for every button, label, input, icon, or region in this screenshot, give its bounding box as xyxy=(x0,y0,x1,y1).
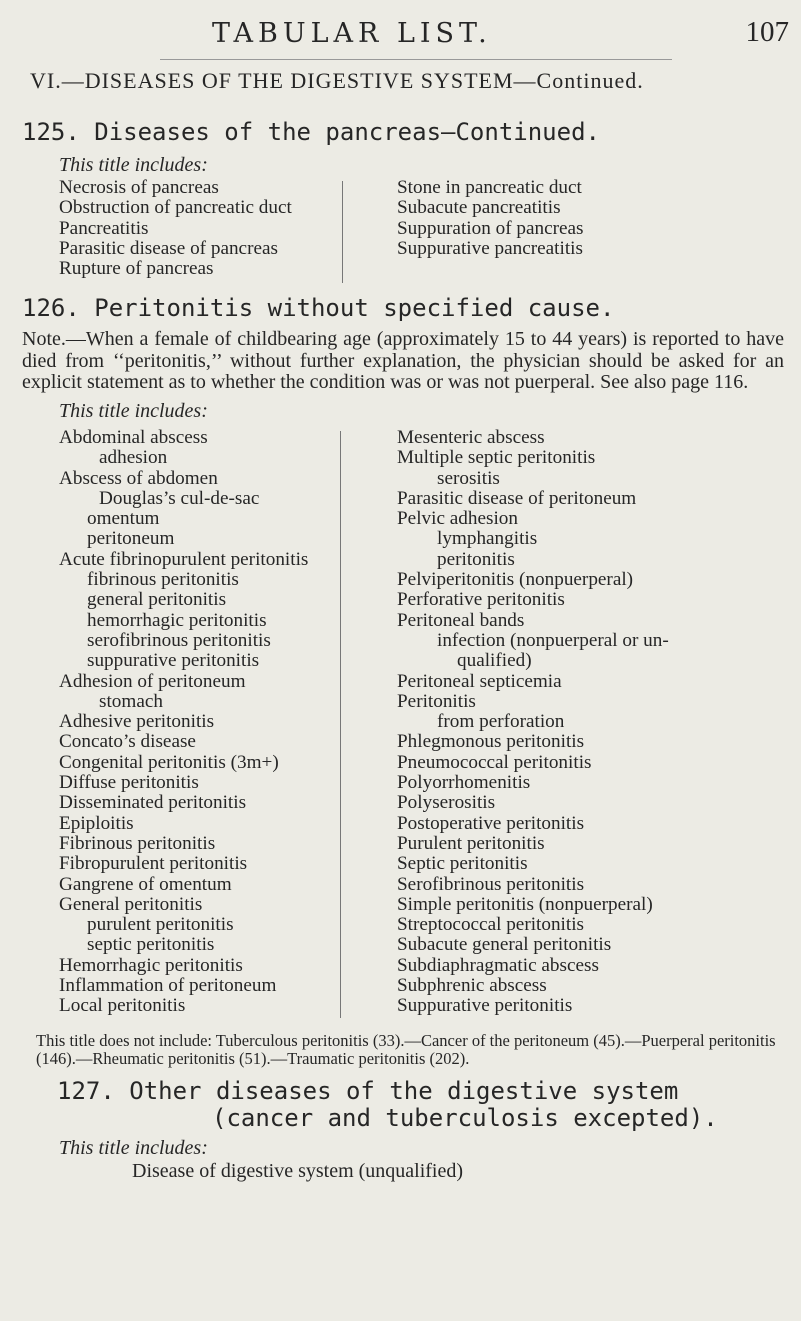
list-item: Postoperative peritonitis xyxy=(397,812,585,834)
list-item: Simple peritonitis (nonpuerperal) xyxy=(397,893,653,915)
list-item: Fibropurulent peritonitis xyxy=(59,853,248,875)
excludes-126: This title does not include: Tuberculous peritonitis (33).—Cancer of the peritoneum (45).—Puerperal peritonitis (146).—Rheumatic peritonitis (51).—Traumatic peritonitis (202). xyxy=(36,1031,776,1068)
list-item: Disseminated peritonitis xyxy=(59,792,247,814)
list-item: Peritonitis xyxy=(397,690,476,712)
list-item: Adhesive peritonitis xyxy=(59,711,215,733)
list-item: Douglas’s cul-de-sac xyxy=(99,487,260,509)
heading-126: 126. Peritonitis without specified cause. xyxy=(22,294,615,322)
list-item: Purulent peritonitis xyxy=(397,832,545,854)
intro-127: This title includes: xyxy=(59,1137,208,1159)
list-item: Adhesion of peritoneum xyxy=(59,670,246,692)
list-item: Gangrene of omentum xyxy=(59,873,232,895)
list-item: Congenital peritonitis (3m+) xyxy=(59,751,279,773)
list-item: omentum xyxy=(87,508,160,530)
list-item: Fibrinous peritonitis xyxy=(59,832,216,854)
list-item: from perforation xyxy=(437,711,565,733)
list-item: Epiploitis xyxy=(59,812,134,834)
list-item: Polyorrhomenitis xyxy=(397,772,531,794)
list-item: peritonitis xyxy=(437,548,515,570)
list-item: lymphangitis xyxy=(437,528,538,550)
list-item: Septic peritonitis xyxy=(397,853,528,875)
list-item: suppurative peritonitis xyxy=(87,650,260,672)
list-item: Multiple septic peritonitis xyxy=(397,447,596,469)
list-item: Rupture of pancreas xyxy=(59,258,214,280)
list-item: septic peritonitis xyxy=(87,934,215,956)
list-item: Acute fibrinopurulent peritonitis xyxy=(59,548,309,570)
list-item: Stone in pancreatic duct xyxy=(397,177,582,198)
list-item: General peritonitis xyxy=(59,893,203,915)
list-125-left xyxy=(59,178,292,279)
column-divider xyxy=(342,181,343,283)
section-title: VI.—DISEASES OF THE DIGESTIVE SYSTEM—Continued. xyxy=(30,68,644,93)
list-item: Subacute general peritonitis xyxy=(397,934,612,956)
list-item: Serofibrinous peritonitis xyxy=(397,873,585,895)
list-item: Concato’s disease xyxy=(59,731,196,753)
list-item: Streptococcal peritonitis xyxy=(397,914,585,936)
list-125-right xyxy=(397,178,584,259)
list-item: fibrinous peritonitis xyxy=(87,569,239,591)
page-number: 107 xyxy=(745,16,789,48)
list-item: Subdiaphragmatic abscess xyxy=(397,954,599,976)
list-item: general peritonitis xyxy=(87,589,227,611)
heading-125: 125. Diseases of the pancreas—Continued. xyxy=(22,118,600,146)
list-item: Abscess of abdomen xyxy=(59,467,218,489)
column-divider xyxy=(340,431,341,1018)
list-item: Peritoneal septicemia xyxy=(397,670,562,692)
list-item: peritoneum xyxy=(87,528,175,550)
list-item: Pneumococcal peritonitis xyxy=(397,751,592,773)
list-item: Hemorrhagic peritonitis xyxy=(59,954,243,976)
list-item: qualified) xyxy=(457,650,532,672)
list-item: purulent peritonitis xyxy=(87,914,234,936)
list-item: Polyserositis xyxy=(397,792,496,814)
list-126-right xyxy=(397,428,669,1017)
running-head: TABULAR LIST. xyxy=(212,18,492,49)
list-item: Suppurative peritonitis xyxy=(397,995,573,1017)
list-item: Parasitic disease of pancreas xyxy=(59,237,278,259)
list-item: Mesenteric abscess xyxy=(397,427,545,448)
list-item: Diffuse peritonitis xyxy=(59,772,199,794)
list-item: Obstruction of pancreatic duct xyxy=(59,197,292,219)
list-item: Subacute pancreatitis xyxy=(397,197,561,219)
header-rule xyxy=(160,59,672,60)
list-item: serofibrinous peritonitis xyxy=(87,629,271,651)
list-item: Parasitic disease of peritoneum xyxy=(397,487,637,509)
intro-125: This title includes: xyxy=(59,154,208,176)
list-item: Suppurative pancreatitis xyxy=(397,237,583,259)
list-item: Necrosis of pancreas xyxy=(59,177,219,198)
list-item: Subphrenic abscess xyxy=(397,975,547,997)
list-item: Suppuration of pancreas xyxy=(397,217,584,239)
list-item: infection (nonpuerperal or un- xyxy=(437,629,669,651)
list-item: adhesion xyxy=(99,447,168,469)
list-item: Inflammation of peritoneum xyxy=(59,975,277,997)
list-item: Abdominal abscess xyxy=(59,427,208,448)
list-item: Peritoneal bands xyxy=(397,609,525,631)
list-item: Phlegmonous peritonitis xyxy=(397,731,585,753)
list-item: Disease of digestive system (unqualified) xyxy=(132,1160,464,1182)
list-item: Local peritonitis xyxy=(59,995,186,1017)
list-item: serositis xyxy=(437,467,500,489)
list-item: stomach xyxy=(99,690,163,712)
list-item: Perforative peritonitis xyxy=(397,589,565,611)
list-item: Pelviperitonitis (nonpuerperal) xyxy=(397,569,634,591)
heading-127: 127. Other diseases of the digestive system (cancer and tuberculosis excepted). xyxy=(57,1077,718,1132)
list-item: Pancreatitis xyxy=(59,217,149,239)
intro-126: This title includes: xyxy=(59,400,208,422)
note-126: Note.—When a female of childbearing age (approximately 15 to 44 years) is reported to have died from ‘‘peritonitis,’’ without further explanation, the physician should be asked for an explicit statement as to whether the condition was or was not puerperal. See also page 116. xyxy=(22,328,784,393)
list-item: Pelvic adhesion xyxy=(397,508,518,530)
list-item: hemorrhagic peritonitis xyxy=(87,609,267,631)
list-126-left xyxy=(59,428,308,1017)
